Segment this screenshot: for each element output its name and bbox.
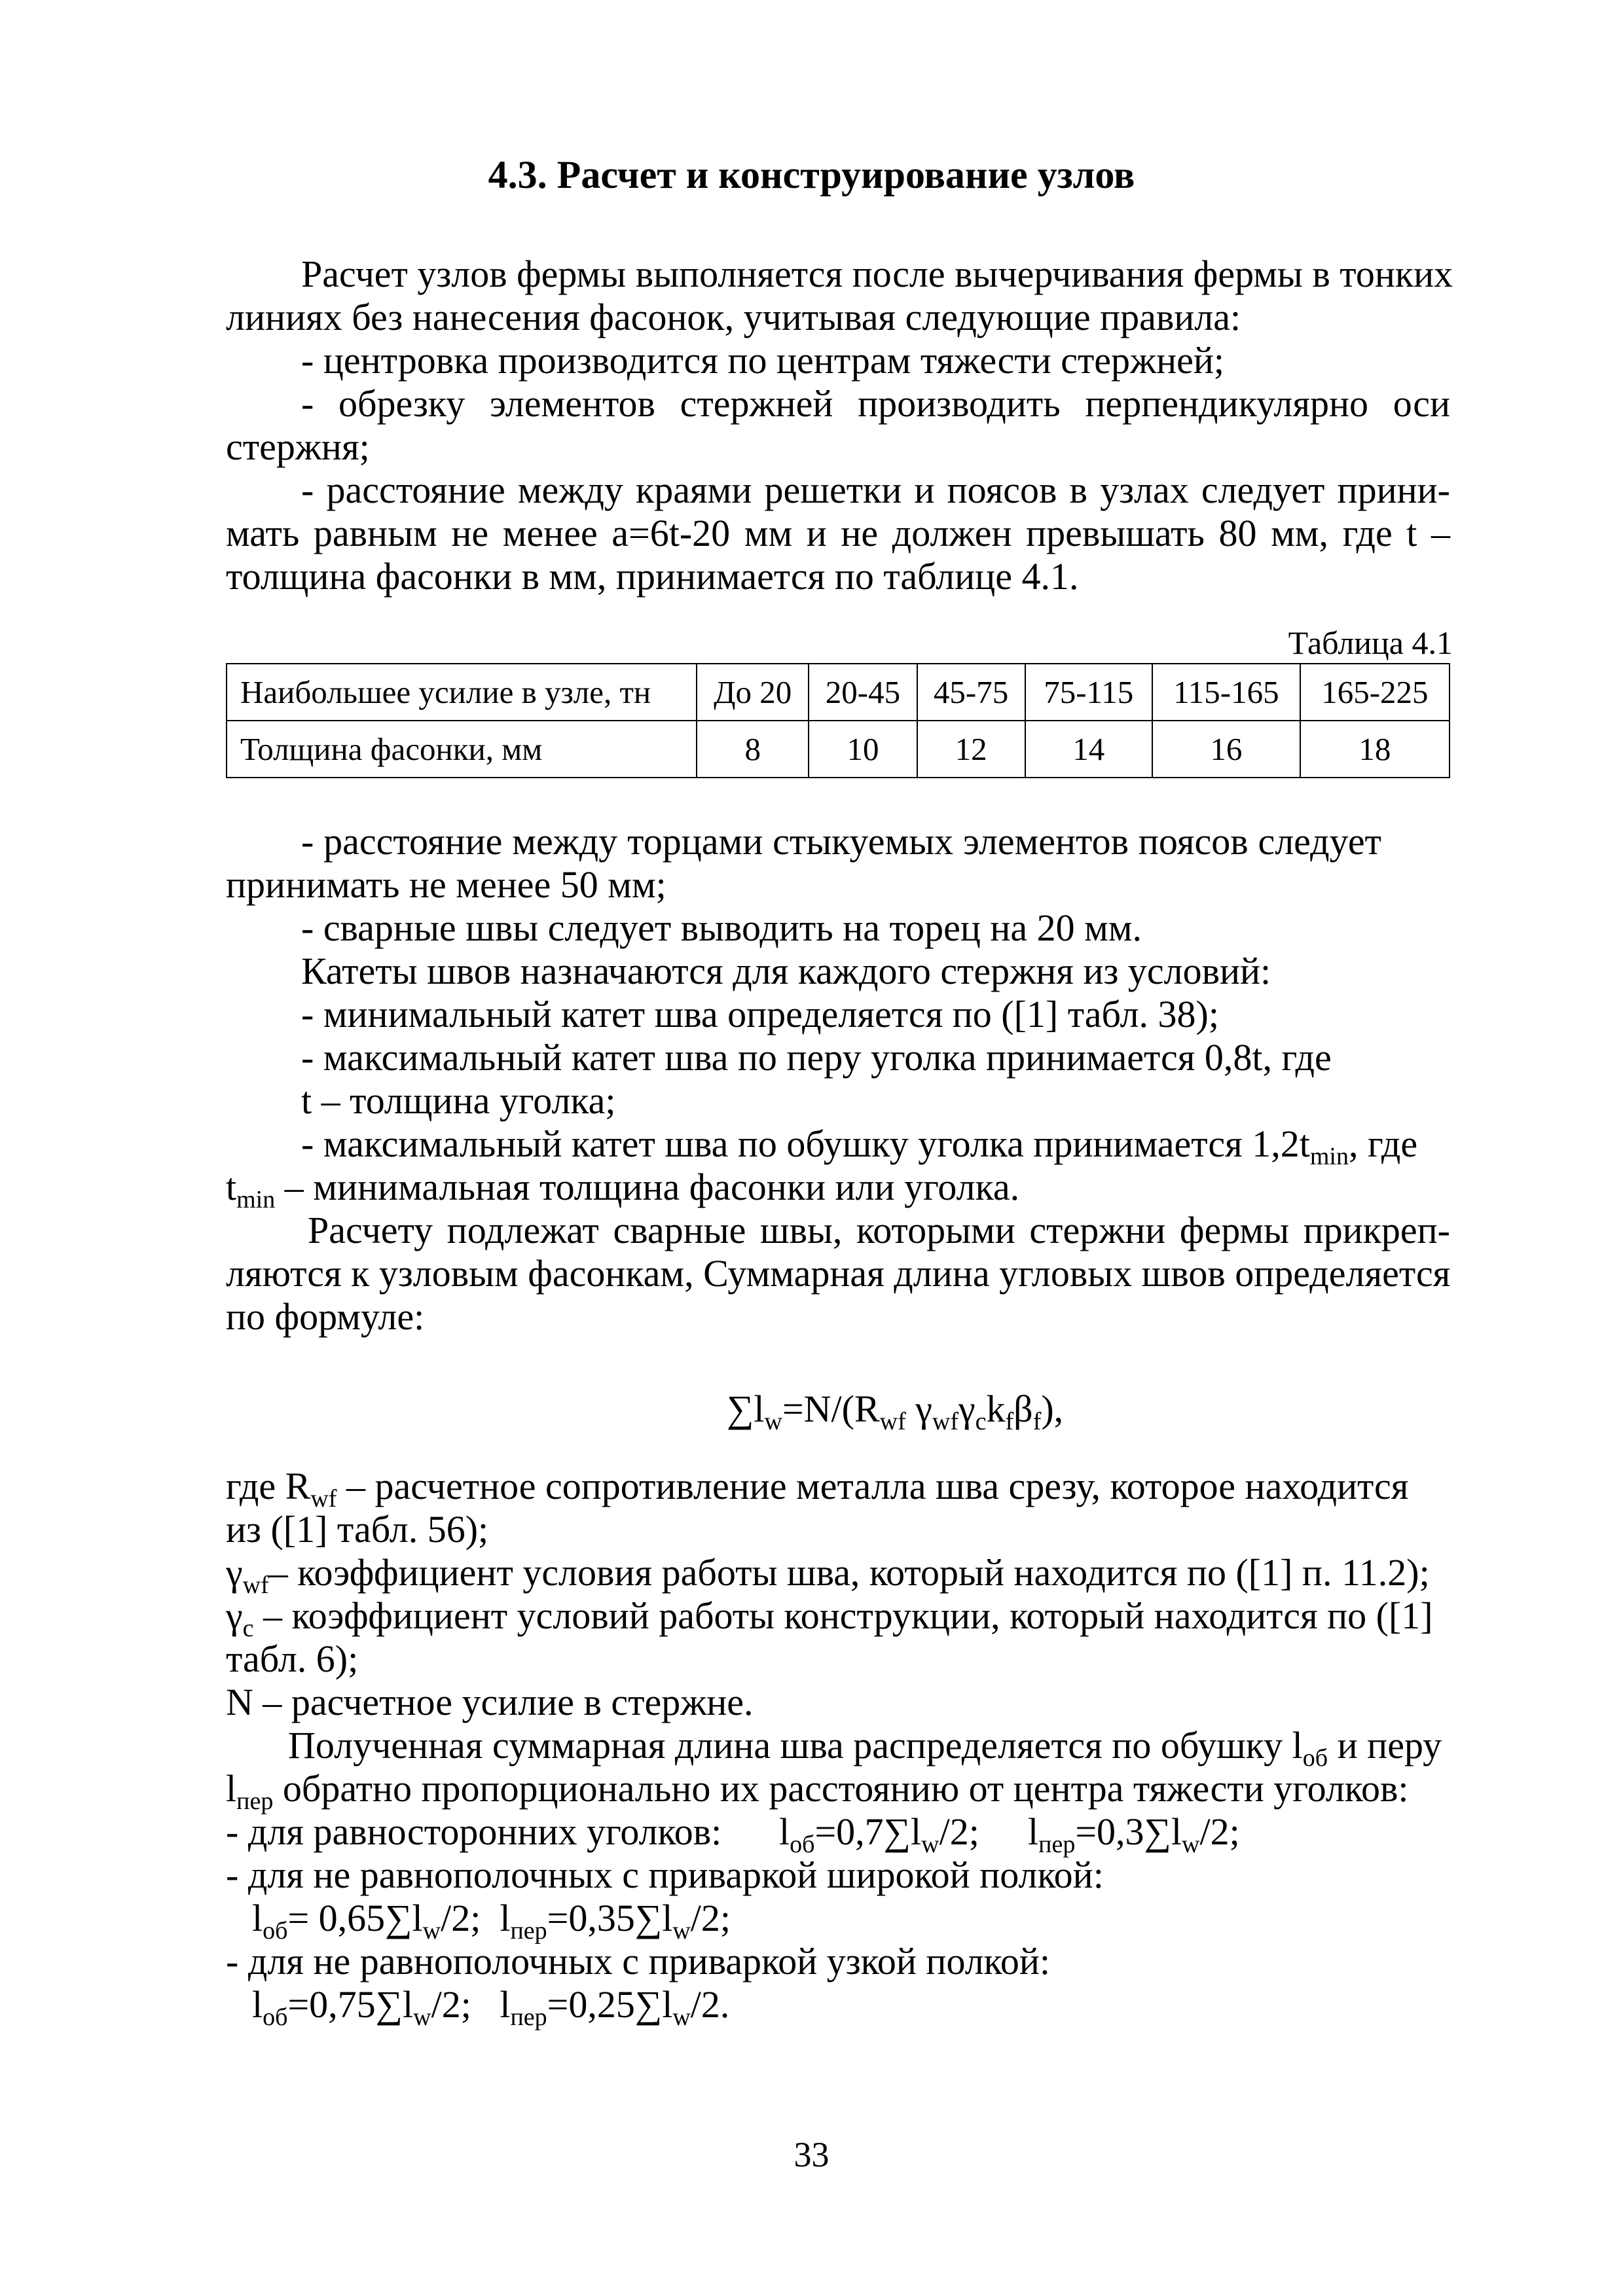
table-cell: 115-165 xyxy=(1152,664,1300,721)
definition-line-4: $\gamma_c$ – коэффициент условий работы конструкции, который находится по ([1] xyxy=(226,1594,1433,1642)
section-title: 4.3. Расчет и конструирование узлов xyxy=(488,153,1135,196)
distribution-line-1: Полученная суммарная длина шва распределяется по обушку $l_{об}$ и перу xyxy=(288,1724,1442,1772)
table-cell: 18 xyxy=(1300,721,1450,778)
table-cell: 75-115 xyxy=(1025,664,1152,721)
gusset-thickness-table xyxy=(226,663,1450,778)
rules-line-9: $t_{min}$ – минимальная толщина фасонки или уголка. xyxy=(226,1166,1020,1213)
definition-line-3: $\gamma_{wf}-$ коэффициент условия работы шва, который находится по ([1] п. 11.2); xyxy=(226,1551,1430,1599)
intro-line-1: Расчет узлов фермы выполняется после вычерчивания фермы в тонких xyxy=(301,253,1453,295)
table-cell: 12 xyxy=(917,721,1025,778)
table-caption: Таблица 4.1 xyxy=(1288,624,1453,661)
definition-line-6: N – расчетное усилие в стержне. xyxy=(226,1681,754,1723)
definition-line-1: где $R_{wf}$ – расчетное сопротивление металла шва срезу, которое находится xyxy=(226,1465,1409,1513)
distribution-line-2: $l_{пер}$ обратно пропорционально их расстоянию от центра тяжести уголков: xyxy=(226,1767,1409,1815)
intro-line-8: толщина фасонки в мм, принимается по таблице 4.1. xyxy=(226,555,1079,598)
intro-line-5: стержня; xyxy=(226,425,370,468)
distribution-formula-equal-toe: $l_{пер}=0,3\sum l_w/2$; xyxy=(1028,1810,1240,1858)
table-cell: 20-45 xyxy=(809,664,917,721)
definition-line-2: из ([1] табл. 56); xyxy=(226,1508,489,1551)
intro-line-6: - расстояние между краями решетки и поясов в узлах следует прини- xyxy=(301,469,1450,511)
table-row xyxy=(227,721,1450,778)
distribution-line-4: - для не равнополочных с приваркой широкой полкой: xyxy=(226,1854,1104,1896)
rules-line-5: - минимальный катет шва определяется по ([1] табл. 38); xyxy=(301,993,1219,1035)
rules-line-4: Катеты швов назначаются для каждого стержня из условий: xyxy=(301,950,1271,992)
rules-line-12: по формуле: xyxy=(226,1295,425,1338)
table-cell: 165-225 xyxy=(1300,664,1450,721)
weld-length-formula: $\sum l_w=N/(R_{wf}$ $\gamma_{wf}\gamma_ck_f\beta_f$), xyxy=(727,1388,1064,1435)
page-number: 33 xyxy=(793,2135,830,2174)
table-row-label: Наибольшее усилие в узле, тн xyxy=(227,664,697,721)
table-row xyxy=(227,664,1450,721)
table-cell: До 20 xyxy=(697,664,809,721)
intro-line-4: - обрезку элементов стержней производить перпендикулярно оси xyxy=(301,382,1450,425)
intro-line-3: - центровка производится по центрам тяжести стержней; xyxy=(301,339,1225,382)
distribution-formula-narrow-flange: $l_{об}=0,75\sum l_w/2$; $l_{пер}=0,25\sum l_w/2$. xyxy=(252,1983,730,2031)
definition-line-5: табл. 6); xyxy=(226,1638,359,1680)
intro-line-7: мать равным не менее а=6t-20 мм и не должен превышать 80 мм, где t – xyxy=(226,512,1450,554)
table-cell: 16 xyxy=(1152,721,1300,778)
rules-line-7: t – толщина уголка; xyxy=(301,1079,616,1122)
distribution-formula-equal-heel: $l_{об}=0,7\sum l_w/2$; xyxy=(779,1810,979,1858)
rules-line-10: Расчету подлежат сварные швы, которыми стержни фермы прикреп- xyxy=(308,1209,1450,1251)
rules-line-3: - сварные швы следует выводить на торец на 20 мм. xyxy=(301,906,1142,949)
distribution-formula-wide-flange: $l_{об}= 0,65\sum l_w/2$; $l_{пер}=0,35\sum l_w/2$; xyxy=(252,1897,731,1945)
table-row-label: Толщина фасонки, мм xyxy=(227,721,697,778)
rules-line-6: - максимальный катет шва по перу уголка принимается 0,8t, где xyxy=(301,1036,1332,1079)
rules-line-8: - максимальный катет шва по обушку уголка принимается $1,2t_{min}$, где xyxy=(301,1122,1418,1170)
rules-line-1: - расстояние между торцами стыкуемых элементов поясов следует xyxy=(301,820,1381,863)
distribution-line-3: - для равносторонних уголков: xyxy=(226,1810,722,1853)
rules-line-2: принимать не менее 50 мм; xyxy=(226,863,666,906)
table-cell: 10 xyxy=(809,721,917,778)
intro-line-2: линиях без нанесения фасонок, учитывая следующие правила: xyxy=(226,296,1241,338)
table-cell: 14 xyxy=(1025,721,1152,778)
rules-line-11: ляются к узловым фасонкам, Суммарная длина угловых швов определяется xyxy=(226,1252,1451,1295)
distribution-line-6: - для не равнополочных с приваркой узкой полкой: xyxy=(226,1940,1051,1982)
table-cell: 45-75 xyxy=(917,664,1025,721)
table-cell: 8 xyxy=(697,721,809,778)
